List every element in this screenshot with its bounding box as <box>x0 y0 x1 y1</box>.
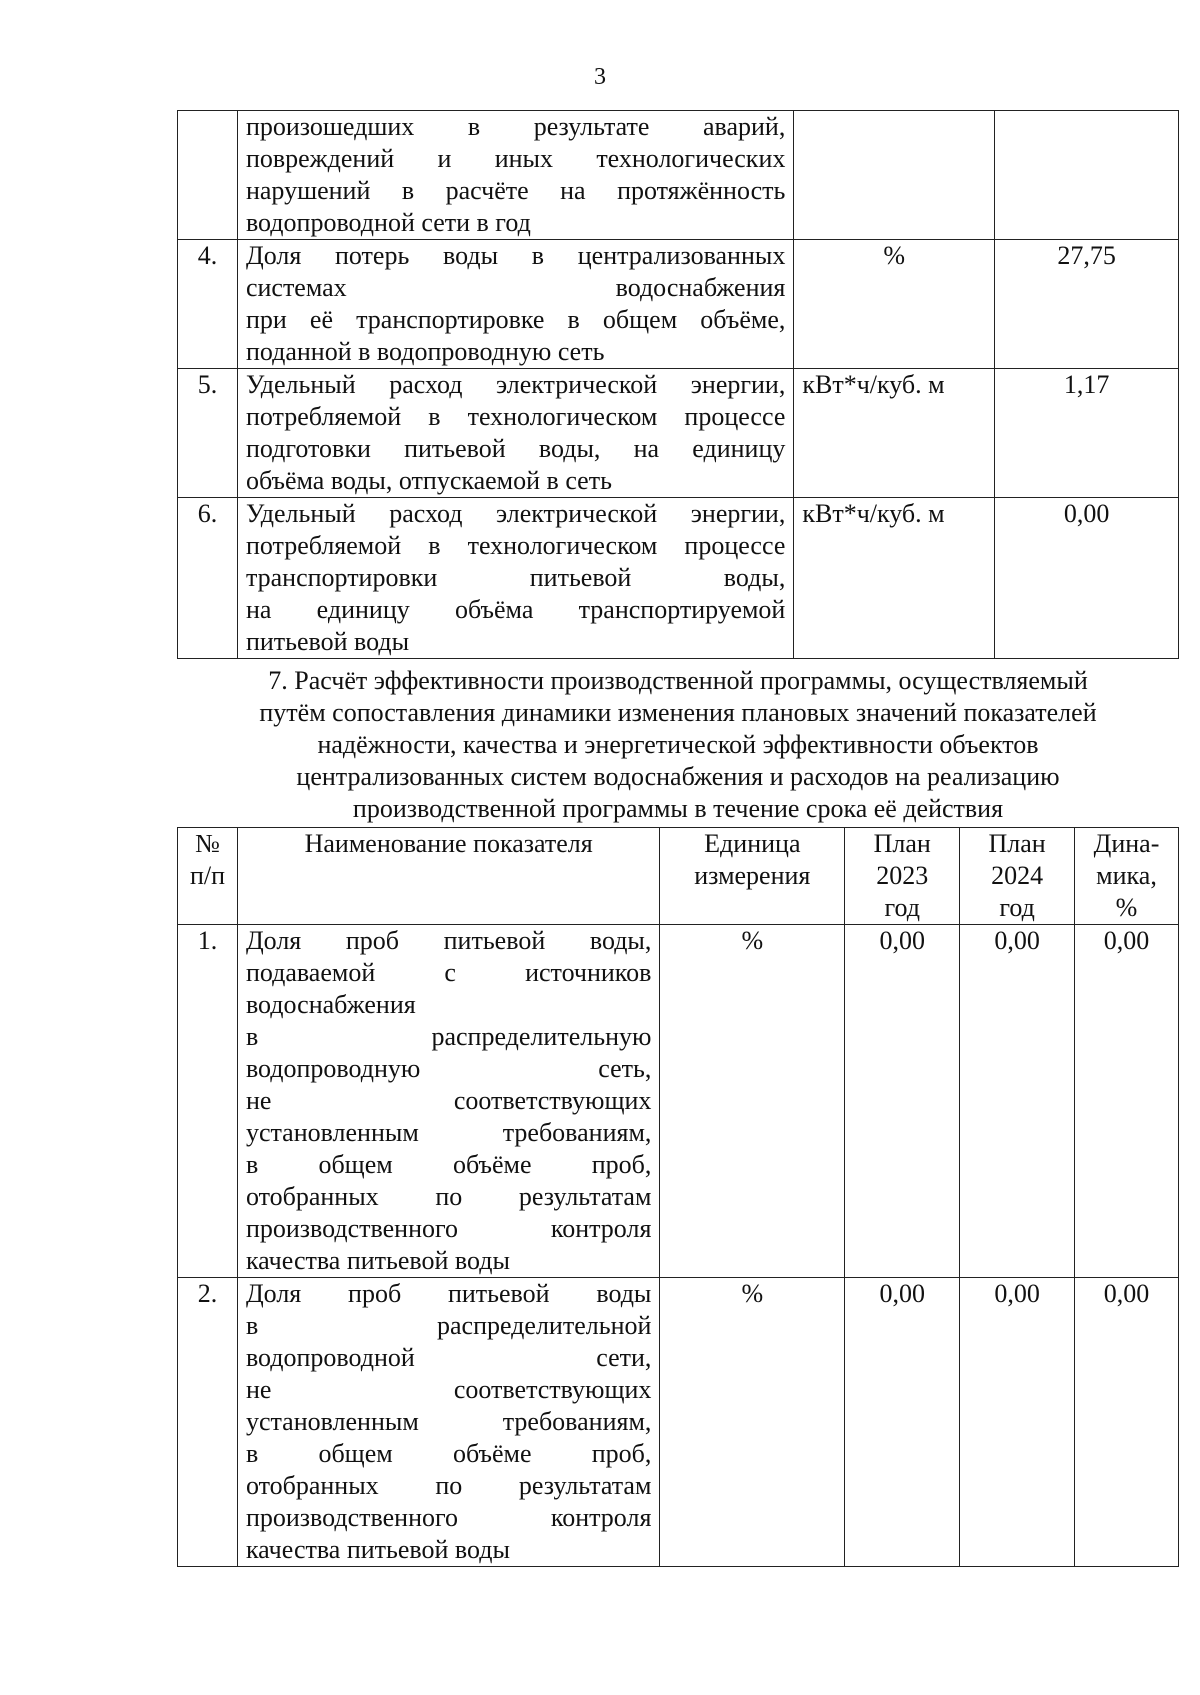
indicator-name <box>237 369 793 498</box>
plan2023-cell: 0,00 <box>845 925 960 1278</box>
text-line: качества питьевой воды <box>245 1535 510 1564</box>
text-line: нарушений в расчёте на протяжённость <box>245 176 786 205</box>
header-plan-2024 <box>960 828 1075 925</box>
efficiency-table <box>177 827 1179 1567</box>
table-row <box>178 240 1179 369</box>
row-number: 2. <box>178 1278 238 1567</box>
text-line: при её транспортировке в общем объёме, <box>245 305 786 334</box>
text-line: в общем объёме проб, <box>245 1150 652 1179</box>
table-row <box>178 498 1179 659</box>
text-line: Доля проб питьевой воды <box>245 1279 652 1308</box>
unit-cell: кВт*ч/куб. м <box>794 369 995 498</box>
header-num <box>178 828 238 925</box>
unit-cell: % <box>794 240 995 369</box>
text-line: отобранных по результатам <box>245 1182 652 1211</box>
text-line: потребляемой в технологическом процессе <box>245 402 786 431</box>
value-cell: 0,00 <box>995 498 1179 659</box>
unit-cell: % <box>660 925 845 1278</box>
title-line: путём сопоставления динамики изменения плановых значений показателей <box>259 698 1097 727</box>
title-line: производственной программы в течение срока её действия <box>352 794 1004 823</box>
header-unit <box>660 828 845 925</box>
text-line: поданной в водопроводную сеть <box>245 337 605 366</box>
title-line: централизованных систем водоснабжения и расходов на реализацию <box>296 762 1060 791</box>
text-line: Доля проб питьевой воды, <box>245 926 652 955</box>
text-line: качества питьевой воды <box>245 1246 510 1275</box>
text-line: Дина- <box>1093 829 1160 858</box>
row-number: 6. <box>178 498 238 659</box>
row-number: 1. <box>178 925 238 1278</box>
text-line: производственного контроля <box>245 1503 652 1532</box>
text-line: 2024 <box>991 861 1044 890</box>
indicator-name <box>237 1278 659 1567</box>
table-row <box>178 925 1179 1278</box>
dynamics-cell: 0,00 <box>1075 1278 1179 1567</box>
text-line: потребляемой в технологическом процессе <box>245 531 786 560</box>
text-line: питьевой воды <box>245 627 410 656</box>
text-line: в распределительной <box>245 1311 652 1340</box>
text-line: № <box>195 829 220 858</box>
text-line: подаваемой с источников <box>245 958 652 987</box>
table-header-row <box>178 828 1179 925</box>
header-dynamics <box>1075 828 1179 925</box>
plan2024-cell: 0,00 <box>960 1278 1075 1567</box>
text-line: произошедших в результате аварий, <box>245 112 786 141</box>
indicator-name <box>237 925 659 1278</box>
table-row <box>178 1278 1179 1567</box>
text-line: установленным требованиям, <box>245 1118 652 1147</box>
row-number <box>178 111 238 240</box>
text-line: водоснабжения <box>245 990 416 1019</box>
row-number: 4. <box>178 240 238 369</box>
value-cell: 27,75 <box>995 240 1179 369</box>
unit-cell: кВт*ч/куб. м <box>794 498 995 659</box>
value-cell: 1,17 <box>995 369 1179 498</box>
text-line: водопроводной сети, <box>245 1343 652 1372</box>
text-line: системах водоснабжения <box>245 273 786 302</box>
table-row <box>178 111 1179 240</box>
text-line: повреждений и иных технологических <box>245 144 786 173</box>
text-line: транспортировки питьевой воды, <box>245 563 786 592</box>
title-line: 7. Расчёт эффективности производственной программы, осуществляемый <box>268 666 1088 695</box>
text-line: 2023 <box>876 861 929 890</box>
dynamics-cell: 0,00 <box>1075 925 1179 1278</box>
indicator-name <box>237 240 793 369</box>
indicator-name <box>237 498 793 659</box>
text-line: водопроводной сети в год <box>245 208 531 237</box>
text-line: объёма воды, отпускаемой в сеть <box>245 466 612 495</box>
text-line: План <box>873 829 931 858</box>
unit-cell <box>794 111 995 240</box>
text-line: не соответствующих <box>245 1375 652 1404</box>
plan2024-cell: 0,00 <box>960 925 1075 1278</box>
indicator-name <box>237 111 793 240</box>
text-line: на единицу объёма транспортируемой <box>245 595 786 624</box>
text-line: измерения <box>694 861 811 890</box>
unit-cell: % <box>660 1278 845 1567</box>
text-line: Доля потерь воды в централизованных <box>245 241 786 270</box>
text-line: Удельный расход электрической энергии, <box>245 370 786 399</box>
text-line: отобранных по результатам <box>245 1471 652 1500</box>
page-number: 3 <box>594 64 606 90</box>
row-number: 5. <box>178 369 238 498</box>
text-line: установленным требованиям, <box>245 1407 652 1436</box>
text-line: План <box>988 829 1046 858</box>
table-row <box>178 369 1179 498</box>
text-line: в общем объёме проб, <box>245 1439 652 1468</box>
header-name: Наименование показателя <box>237 828 659 925</box>
indicators-table-continued <box>177 110 1179 659</box>
text-line: год <box>999 893 1035 922</box>
value-cell <box>995 111 1179 240</box>
text-line: подготовки питьевой воды, на единицу <box>245 434 786 463</box>
text-line: Удельный расход электрической энергии, <box>245 499 786 528</box>
title-line: надёжности, качества и энергетической эффективности объектов <box>317 730 1039 759</box>
text-line: мика, <box>1096 861 1157 890</box>
text-line: % <box>1115 893 1138 922</box>
text-line: год <box>884 893 920 922</box>
text-line: водопроводную сеть, <box>245 1054 652 1083</box>
text-line: производственного контроля <box>245 1214 652 1243</box>
text-line: не соответствующих <box>245 1086 652 1115</box>
text-line: Единица <box>704 829 801 858</box>
section-7-title <box>177 665 1179 825</box>
text-line: п/п <box>189 861 225 890</box>
text-line: в распределительную <box>245 1022 652 1051</box>
header-plan-2023 <box>845 828 960 925</box>
plan2023-cell: 0,00 <box>845 1278 960 1567</box>
